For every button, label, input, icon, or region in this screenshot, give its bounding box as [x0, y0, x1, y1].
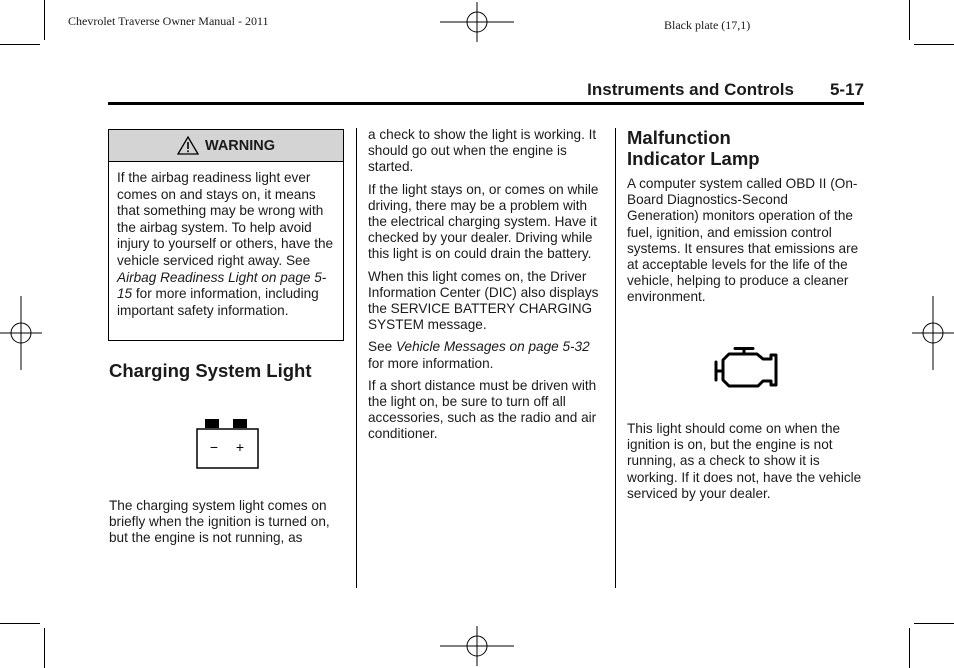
registration-mark — [440, 2, 514, 42]
battery-plus-label: + — [235, 439, 245, 455]
page-number: 5-17 — [829, 80, 864, 99]
column-divider — [615, 128, 616, 588]
battery-minus-label: − — [209, 439, 219, 455]
malfunction-heading: Malfunction Indicator Lamp — [627, 127, 760, 169]
charging-heading: Charging System Light — [109, 360, 312, 381]
warning-triangle-icon — [177, 136, 199, 155]
plate-label-left: Chevrolet Traverse Owner Manual - 2011 — [68, 14, 269, 28]
section-header — [108, 80, 864, 105]
crop-mark — [914, 623, 954, 624]
middle-paragraph-5: If a short distance must be driven with the light on, be sure to turn off all accessories, such as the radio and air conditioner. — [368, 377, 597, 442]
warning-text: If the airbag readiness light ever comes on and stays on, it means that something may be wrong with the airbag system. To help avoid injury to yourself or others, have the vehicle serviced right away. See Airbag Readiness Light on page 5-15 for more information, including important safety information. — [117, 170, 334, 318]
charging-paragraph: The charging system light comes on briefly when the ignition is turned on, but the engine is not running, as — [109, 498, 330, 546]
warning-link[interactable]: Airbag Readiness Light on page 5-15 — [117, 269, 327, 302]
crop-mark — [44, 0, 45, 40]
vehicle-messages-link[interactable]: Vehicle Messages on page 5-32 — [395, 339, 590, 355]
section-title: Instruments and Controls — [587, 80, 794, 99]
middle-paragraph-4: See Vehicle Messages on page 5-32 for more information. — [368, 339, 590, 371]
warning-header — [109, 130, 343, 162]
registration-mark — [0, 296, 42, 370]
middle-paragraph-3: When this light comes on, the Driver Information Center (DIC) also displays the SERVICE BATTERY CHARGING SYSTEM message. — [368, 268, 599, 333]
middle-paragraph-2: If the light stays on, or comes on while driving, there may be a problem with the electrical charging system. Have it checked by your dealer. Driving while this light is on could drain the battery. — [368, 181, 599, 262]
registration-mark — [912, 296, 954, 370]
crop-mark — [0, 44, 40, 45]
engine-icon — [713, 346, 779, 388]
malfunction-paragraph-2: This light should come on when the ignition is on, but the engine is not running, as a check to show it is working. If it does not, have the vehicle serviced by your dealer. — [627, 421, 862, 501]
column-divider — [356, 128, 357, 588]
warning-box — [108, 129, 344, 341]
crop-mark — [0, 623, 40, 624]
crop-mark — [909, 0, 910, 40]
plate-label-right: Black plate (17,1) — [664, 18, 751, 32]
crop-mark — [909, 628, 910, 668]
warning-label: WARNING — [204, 137, 276, 154]
registration-mark — [440, 626, 514, 666]
malfunction-paragraph-1: A computer system called OBD II (On-Board Diagnostics-Second Generation) monitors operation of the fuel, ignition, and emission control systems. It ensures that emissions are at acceptable levels for the life of the vehicle, helping to produce a cleaner environment. — [627, 176, 859, 305]
middle-column — [368, 127, 608, 443]
battery-icon — [196, 419, 260, 469]
crop-mark — [44, 628, 45, 668]
crop-mark — [914, 44, 954, 45]
middle-paragraph-1: a check to show the light is working. It should go out when the engine is started. — [368, 127, 597, 175]
